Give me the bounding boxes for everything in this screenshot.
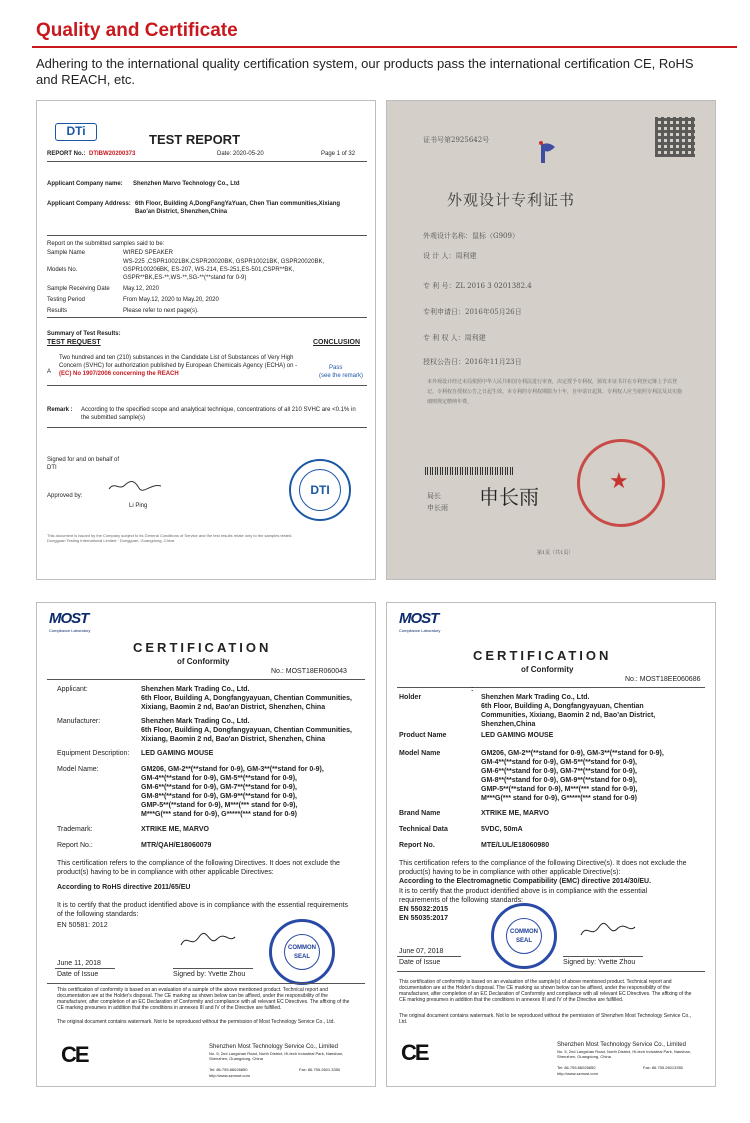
seal-inner [284, 934, 320, 970]
report-label: Report No. [399, 842, 435, 849]
divider [47, 161, 367, 162]
applicant-line-1: Shenzhen Mark Trading Co., Ltd. [141, 686, 250, 693]
patent-owner: 专 利 权 人：周利建 [423, 334, 486, 342]
report-no-label: REPORT No.: [47, 151, 86, 157]
signed-on-behalf: Signed for and on behalf of [47, 457, 120, 463]
brand-label: Brand Name [399, 810, 441, 817]
dti-logo: DTi [55, 123, 97, 141]
divider [397, 956, 461, 957]
according-directive: According to RoHS directive 2011/65/EU [57, 884, 191, 891]
brand-value: XTRIKE ME, MARVO [481, 810, 549, 817]
patent-title: 外观设计专利证书 [447, 191, 576, 209]
barcode-icon [425, 467, 515, 475]
request-line-2: Concern (SVHC) for authorization published by European Chemicals Agency (ECHA) on - [59, 363, 298, 369]
signature-icon [177, 931, 237, 951]
test-request-heading: TEST REQUEST [47, 339, 101, 346]
divider [47, 983, 365, 984]
divider [47, 427, 367, 428]
model-line: GMP-5**(**stand for 0-9), M***(*** stand for 0-9), [481, 786, 638, 793]
see-remark: (see the remark) [319, 373, 364, 379]
models-line-3: GSPR**BK,ES-**,WS-**,SG-**(**stand for 0-9) [123, 275, 247, 281]
company-fax: Fax: 86.755.26013350 [643, 1065, 684, 1070]
received-label: Sample Receiving Date [47, 286, 110, 292]
seal-inner [506, 918, 542, 954]
model-line: GM-6**(**stand for 0-9), GM-7**(**stand for 0-9), [141, 784, 297, 791]
divider [563, 956, 643, 957]
manufacturer-label: Manufacturer: [57, 718, 101, 725]
model-line: M***G(*** stand for 0-9), G*****(*** stand for 0-9) [141, 811, 297, 818]
disclaimer: This certification of conformity is based on an evaluation of a sample of the above mentioned product. Technical report and documentation are at the Holder's disposal. The CE marking as shown below can be affixed, under the responsibility of the manufacturer, after completion of an EC Declaration of Conformity and compliance with all relevant EC Directives. The affixing of the CE marking presumes in addition that the conditions in annexes III and IV of the Directive are fulfilled. [57, 987, 350, 1011]
watermark-note: The original document contains watermark. Not to be reproduced without the permission of Most Technology Service Co., Ltd. [57, 1019, 335, 1025]
watermark-note: The original document contains watermark. Not to be reproduced without the permission of Shenzhen Most Technology Service Co., Ltd. [399, 1013, 692, 1025]
approver-signature-icon [107, 479, 163, 493]
certificate-subtitle: of Conformity [521, 665, 574, 674]
patent-body: 本外观设计经过本局依照中华人民共和国专利法进行审查，决定授予专利权，颁发本证书并在专利登记簿上予以登记。专利权自授权公告之日起生效。本专利的专利权期限为十年，自申请日起算。专利权人应当依照专利法及其实施细则规定缴纳年费。 [427, 379, 683, 405]
company-address: No. 5, 2nd Langshan Road, North District, Hi-tech Industrial Park, Nanshan, Shenzhen, Guangdong, China [557, 1049, 692, 1059]
applicant-line-2: 6th Floor, Building A, Dongfangyayuan, Chentian Communities, [141, 695, 352, 702]
seal-text-2: SEAL [293, 954, 310, 960]
results-label: Results [47, 308, 68, 314]
signature-icon [577, 921, 637, 941]
dti-seal-icon [289, 459, 351, 521]
request-line-1: Two hundred and ten (210) substances in the Candidate List of Substances of Very High [59, 355, 294, 361]
company-web[interactable]: http://www.szmost.com [209, 1073, 250, 1078]
patent-page: 第1页（共1页） [537, 550, 574, 556]
manufacturer-line-2: 6th Floor, Building A, Dongfangyayuan, Chentian Communities, [141, 727, 352, 734]
divider [55, 968, 115, 969]
model-label: Model Name: [57, 766, 99, 773]
divider [47, 385, 367, 386]
most-logo: MOST [399, 610, 439, 627]
report-footer [47, 533, 367, 543]
certificate-title: CERTIFICATION [133, 640, 272, 655]
technical-label: Technical Data [399, 826, 448, 833]
rohs-certificate[interactable] [36, 602, 376, 1087]
holder-line-4: Shenzhen,China [481, 721, 536, 728]
models-label: Models No. [47, 267, 78, 273]
certificate-title: CERTIFICATION [473, 648, 612, 663]
seal-text-1: COMMON [288, 945, 316, 951]
certificate-number: No.: MOST18EE060686 [625, 676, 701, 683]
patent-number: 专 利 号：ZL 2016 3 0201382.4 [423, 282, 532, 290]
emc-certificate[interactable] [386, 602, 716, 1087]
pass-status: Pass [329, 365, 343, 371]
address-line-1: 6th Floor, Building A,DongFangYaYuan, Chen Tian communities,Xixiang [135, 201, 341, 207]
signed-by: Signed by: Yvette Zhou [563, 959, 636, 966]
holder-label: Holder [399, 694, 422, 701]
seal-star-icon: ★ [609, 469, 629, 494]
model-line: M***G(*** stand for 0-9), G*****(*** stand for 0-9) [481, 795, 637, 802]
summary-label: Summary of Test Results: [47, 331, 121, 337]
design-name: 外观设计名称：鼠标（G909） [423, 232, 519, 240]
holder-line-1: Shenzhen Mark Trading Co., Ltd. [481, 694, 590, 701]
applicant-label: Applicant: [57, 686, 88, 693]
dti-test-report[interactable] [36, 100, 376, 580]
results-value: Please refer to next page(s). [123, 308, 199, 314]
company-web[interactable]: http://www.szmost.com [557, 1071, 598, 1076]
report-title: TEST REPORT [149, 132, 241, 147]
address-label: Applicant Company Address: [47, 201, 131, 207]
request-line-3: (EC) No 1907/2006 concerning the REACH [59, 371, 179, 377]
certificate-subtitle: of Conformity [177, 657, 230, 666]
company-name: Shenzhen Most Technology Service Co., Limited [557, 1042, 686, 1048]
report-value: MTE/LUL/E18060980 [481, 842, 550, 849]
remark-line-1: According to the specified scope and analytical technique, concentrations of all 210 SVHC are <0.1% in [81, 407, 356, 413]
equipment-label: Equipment Description: [57, 750, 130, 757]
footer-line-2: Dongguan Testing International Limited · Dongguan, Guangdong, China [47, 538, 175, 543]
issue-date-label: Date of Issue [57, 971, 99, 978]
company-fax: Fax: 86.755.2601.3350 [299, 1067, 341, 1072]
approved-label: Approved by: [47, 493, 83, 499]
design-patent-certificate[interactable] [386, 100, 716, 580]
model-line: GM-4**(**stand for 0-9), GM-5**(**stand for 0-9), [141, 775, 297, 782]
directive-line-1: This certification refers to the compliance of the following Directive(s). It does not exclude the [399, 860, 687, 867]
period-label: Testing Period [47, 297, 86, 303]
divider [47, 679, 365, 680]
divider [173, 968, 253, 969]
report-label: Report No.: [57, 842, 93, 849]
testing-period: From May.12, 2020 to May.20, 2020 [123, 297, 219, 303]
directive-line-2: product(s) having to be in compliance with other applicable Directive(s): [399, 869, 621, 876]
report-value: MTR/QAH/E18060079 [141, 842, 212, 849]
seal-text: DTI [310, 483, 330, 497]
manufacturer-line-1: Shenzhen Mark Trading Co., Ltd. [141, 718, 250, 725]
remark-line-2: the submitted sample(s) [81, 415, 146, 421]
standard: EN 50581: 2012 [57, 922, 108, 929]
standard-2: EN 55035:2017 [399, 915, 449, 922]
colon: : [471, 686, 474, 693]
qr-code-icon [655, 117, 695, 157]
company-name: Shenzhen Most Technology Service Co., Limited [209, 1044, 338, 1050]
model-line: GM206, GM-2**(**stand for 0-9), GM-3**(**stand for 0-9), [141, 766, 324, 773]
certify-line-2: requirements of the following standards: [399, 897, 524, 904]
certify-line-2: of the following standards: [57, 911, 139, 918]
address-line-2: Bao'an District, Shenzhen,China [135, 209, 228, 215]
certify-line-1: It is to certify that the product identified above is in compliance with the essential requirements [57, 902, 349, 909]
model-line: GM-4**(**stand for 0-9), GM-5**(**stand for 0-9), [481, 759, 637, 766]
divider [47, 235, 367, 236]
certificate-number: No.: MOST18ER060043 [271, 668, 347, 675]
model-line: GMP-5**(**stand for 0-9), M***(*** stand for 0-9), [141, 802, 298, 809]
company-tel: Tel: 86.755.86026850 [209, 1067, 248, 1072]
models-line-2: GSPR100206BK, ES-207, WS-214, ES-251,ES-501,CSPR**BK, [123, 267, 295, 273]
issue-date-label: Date of Issue [399, 959, 441, 966]
product-label: Product Name [399, 732, 447, 739]
report-page: Page 1 of 32 [321, 151, 356, 157]
issue-date: June 11, 2018 [57, 960, 101, 967]
manufacturer-line-3: Xixiang, Baomin 2 nd, Bao'an District, Shenzhen, China [141, 736, 326, 743]
seal-ring [299, 469, 341, 511]
divider [397, 971, 705, 972]
sample-name: WIRED SPEAKER [123, 250, 174, 256]
ce-mark-icon: CE [61, 1042, 88, 1067]
directive-line-1: This certification refers to the compliance of the following Directives. It does not exclude the [57, 860, 340, 867]
conclusion-heading: CONCLUSION [313, 339, 361, 346]
model-label: Model Name [399, 750, 441, 757]
row-mark: A [47, 369, 52, 375]
title-divider [32, 46, 737, 48]
footer-line-1: This document is issued by the Company subject to its General Conditions of Service and the test results relate only to the samples tested. [47, 533, 293, 538]
intro-text: Adhering to the international quality certification system, our products pass the international certification CE, RoHS and REACH, etc. [36, 56, 694, 87]
standard-1: EN 55032:2015 [399, 906, 449, 913]
director-signature: 申长雨 [479, 485, 539, 509]
report-no: DTIBW20200373 [89, 151, 136, 157]
approver-name: Li Ping [129, 503, 148, 509]
signed-by: Signed by: Yvette Zhou [173, 971, 246, 978]
issue-date: June 07, 2018 [399, 948, 444, 955]
signed-dti: DTI [47, 465, 57, 471]
trademark-value: XTRIKE ME, MARVO [141, 826, 209, 833]
trademark-label: Trademark: [57, 826, 93, 833]
patent-emblem-icon [537, 139, 559, 165]
seal-text-1: COMMON [510, 929, 538, 935]
model-line: GM-8**(**stand for 0-9), GM-9**(**stand for 0-9), [141, 793, 297, 800]
divider [47, 317, 367, 318]
model-line: GM-8**(**stand for 0-9), GM-9**(**stand for 0-9), [481, 777, 637, 784]
director-name: 申长雨 [427, 504, 448, 512]
holder-line-3: Communities, Xixiang, Baomin 2 nd, Bao’an District, [481, 712, 656, 719]
remark-label: Remark : [47, 407, 73, 413]
designer: 设 计 人：周利建 [423, 252, 477, 260]
submitted-text: Report on the submitted samples said to be: [47, 241, 165, 247]
model-line: GM-6**(**stand for 0-9), GM-7**(**stand for 0-9), [481, 768, 637, 775]
common-seal-icon [491, 903, 557, 969]
disclaimer: This certification of conformity is based on an evaluation of the sample(s) of above mentioned product. Technical report and documentation are at the Holder's disposal. The CE marking as shown below can be affixed, under the responsibility of the manufacturer, after completion of an EC Declaration of Conformity and compliance with all relevant EC Directives. The affixing of the CE marking presumes in addition that the conditions in annexes III and IV of the Directive are fulfilled. [399, 979, 692, 1003]
most-logo: MOST [49, 610, 89, 627]
sample-label: Sample Name [47, 250, 86, 256]
company-address: No. 5, 2nd Langshan Road, North District, Hi-tech Industrial Park, Nanshan, Shenzhen, Guangdong, China [209, 1051, 344, 1061]
applicant-line-3: Xixiang, Baomin 2 nd, Bao'an District, Shenzhen, China [141, 704, 326, 711]
certificate-number: 证书号第2925642号 [423, 136, 490, 144]
divider [397, 687, 705, 688]
equipment-value: LED GAMING MOUSE [141, 750, 214, 757]
grant-date: 授权公告日：2016年11月23日 [423, 358, 522, 366]
seal-text-2: SEAL [515, 938, 532, 944]
technical-value: 5VDC, 50mA [481, 826, 523, 833]
filing-date: 专利申请日：2016年05月26日 [423, 308, 522, 316]
company-tel: Tel: 86.755.86026850 [557, 1065, 596, 1070]
received-date: May.12, 2020 [123, 286, 159, 292]
applicant-label: Applicant Company name: [47, 181, 123, 187]
product-value: LED GAMING MOUSE [481, 732, 554, 739]
most-logo-subtitle: Compliance Laboratory [49, 628, 91, 633]
ce-mark-icon: CE [401, 1040, 428, 1065]
model-line: GM206, GM-2**(**stand for 0-9), GM-3**(**stand for 0-9), [481, 750, 664, 757]
certify-line-1: It is to certify that the product identified above is in compliance with the essential [399, 888, 648, 895]
director-label: 局长 [427, 492, 441, 500]
applicant-name: Shenzhen Marvo Technology Co., Ltd [133, 181, 240, 187]
most-logo-subtitle: Compliance Laboratory [399, 628, 441, 633]
page-title: Quality and Certificate [36, 20, 238, 41]
report-date: Date: 2020-05-20 [217, 151, 264, 157]
directive-line-2: product(s) having to be in compliance with other applicable Directives: [57, 869, 274, 876]
common-seal-icon [269, 919, 335, 985]
models-line-1: WS-225 ,CSPR10021BK,CSPR20020BK, GSPR10021BK, GSPR20020BK, [123, 259, 325, 265]
holder-line-2: 6th Floor, Building A, Dongfangyayuan, Chentian [481, 703, 644, 710]
according-directive: According to the Electromagnetic Compatibility (EMC) directive 2014/30/EU. [399, 878, 652, 885]
